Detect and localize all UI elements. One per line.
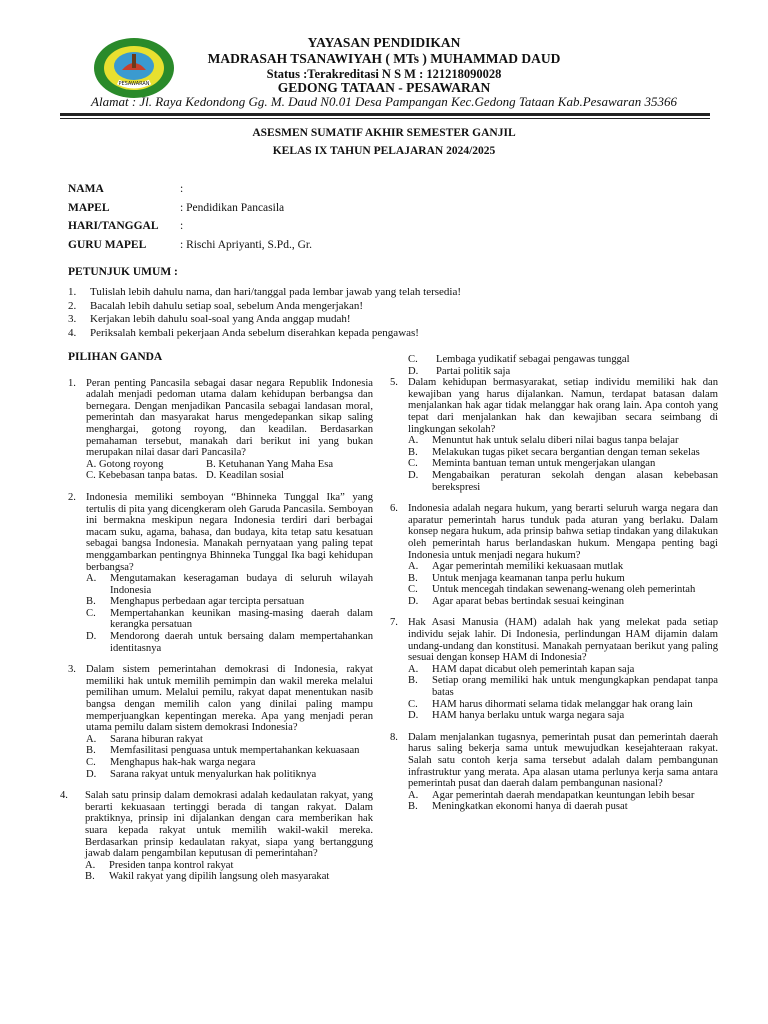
option: B. Meningkatkan ekonomi hanya di daerah pusat bbox=[408, 801, 628, 813]
question-5: 5. Dalam kehidupan bermasyarakat, setiap individu memiliki hak dan kewajiban yang harus dijalankan. Namun, terdapat batasan dalam menjalankan hak agar tidak melanggar hak orang lain. Apa contoh yang tepat dari menjalankan hak dan kewajiban secara seimbang di lingkungan sekolah? A. Menuntut hak untuk selalu diberi nilai bagus tanpa belajar B. Melakukan tugas piket secara bergantian dengan teman sekelas C. Meminta bantuan teman untuk mengerjakan ulangan D. Mengabaikan peraturan sekolah dengan alasan kebebasan berekspresi bbox=[390, 377, 718, 493]
logo-text: PESAWARAN bbox=[118, 81, 150, 87]
option: A. Agar pemerintah memiliki kekuasaan mutlak bbox=[408, 561, 624, 573]
option-a: A. Gotong royong bbox=[86, 458, 164, 470]
question-3: 3. Dalam sistem pemerintahan demokrasi di Indonesia, rakyat memiliki hak untuk memilih pemimpin dan wakil mereka melalui pemilihan umum. Melalui pemilu, rakyat dapat menentukan nasib bangsa dengan memilih calon yang dinilai paling mampu memperjuangkan kepentingan mereka. Apa yang menjadi peran utama pemilu dalam sistem demokrasi Indonesia? A. Sarana hiburan rakyat B. Memfasilitasi penguasa untuk mempertahankan kekuasaan C. Menghapus hak-hak warga negara D. Sarana rakyat untuk menyalurkan hak politiknya bbox=[68, 664, 373, 780]
option: A. Mengutamakan keseragaman budaya di seluruh wilayah Indonesia bbox=[86, 573, 373, 596]
exam-subtitle: KELAS IX TAHUN PELAJARAN 2024/2025 bbox=[272, 145, 496, 157]
option: B. Menghapus perbedaan agar tercipta persatuan bbox=[86, 596, 305, 608]
list-item: 2. Bacalah lebih dahulu setiap soal, sebelum Anda mengerjakan! bbox=[68, 299, 364, 312]
section-heading: PILIHAN GANDA bbox=[68, 351, 163, 363]
question-text: Dalam sistem pemerintahan demokrasi di Indonesia, rakyat memiliki hak untuk memilih pemimpin dan wakil mereka melalui pemilihan umum. Melalui pemilu, rakyat dapat menentukan nasib bangsa dengan memilih calon yang dinilai paling mampu memperjuangkan kepentingan mereka. Apa yang menjadi peran utama pemilu dalam sistem demokrasi Indonesia? bbox=[86, 664, 373, 734]
option: C. Mempertahankan keunikan masing-masing daerah dalam kerangka persatuan bbox=[86, 607, 373, 631]
question-7: 7. Hak Asasi Manusia (HAM) adalah hak yang melekat pada setiap individu sejak lahir. Di Indonesia, perlindungan HAM dijamin dalam undang-undang dan konstitusi. Manakah pernyataan berikut yang paling sesuai dengan konsep HAM di Indonesia? A. HAM dapat dicabut oleh pemerintah kapan saja B. Setiap orang memiliki hak untuk mengungkapkan pendapat tanpa batas C. HAM harus dihormati selama tidak melanggar hak orang lain D. HAM hanya berlaku untuk warga negara saja bbox=[390, 617, 718, 722]
option: C. Meminta bantuan teman untuk mengerjakan ulangan bbox=[408, 458, 656, 470]
option: D. Mengabaikan peraturan sekolah dengan alasan kebebasan berekspresi bbox=[408, 469, 718, 493]
question-6: 6. Indonesia adalah negara hukum, yang berarti seluruh warga negara dan aparatur pemerintah harus tunduk pada aturan yang berlaku. Dalam konsep negara hukum, ada prinsip bahwa setiap tindakan yang dilakukan oleh pemerintah harus berlandaskan hukum. Mengapa penting bagi Indonesia untuk menjadi negara hukum? A. Agar pemerintah memiliki kekuasaan mutlak B. Untuk menjaga keamanan tanpa perlu hukum C. Untuk mencegah tindakan sewenang-wenang oleh pemerintah D. Agar aparat bebas bertindak sesuai keinginan bbox=[390, 503, 718, 607]
foundation-name: YAYASAN PENDIDIKAN bbox=[307, 35, 461, 50]
option: A. Presiden tanpa kontrol rakyat bbox=[85, 859, 234, 871]
question-4: 4. Salah satu prinsip dalam demokrasi adalah kedaulatan rakyat, yang berarti kekuasaan tertinggi berada di tangan rakyat. Dalam praktiknya, prinsip ini dijalankan dengan cara memberikan hak suara kepada rakyat untuk memilih wakil-wakil mereka. Berdasarkan prinsip kedaulatan rakyat, siapa yang bertanggung jawab dalam pengambilan keputusan di pemerintahan? A. Presiden tanpa kontrol rakyat B. Wakil rakyat yang dipilih langsung oleh masyarakat bbox=[60, 790, 373, 883]
question-text: Dalam menjalankan tugasnya, pemerintah pusat dan pemerintah daerah harus saling bekerja sama untuk mewujudkan kesejahteraan rakyat. Salah satu contoh kerja sama tersebut adalah dalam pembangunan infrastruktur yang merata. Apa alasan utama perlunya kerja sama antara pemerintah pusat dan daerah dalam pembangunan nasional? bbox=[408, 731, 718, 790]
option: B. Memfasilitasi penguasa untuk mempertahankan kekuasaan bbox=[86, 745, 360, 757]
option: D. Partai politik saja bbox=[408, 365, 511, 377]
option-b: B. Ketuhanan Yang Maha Esa bbox=[206, 458, 334, 470]
option: B. Setiap orang memiliki hak untuk mengungkapkan pendapat tanpa batas bbox=[408, 675, 718, 699]
school-name: MADRASAH TSANAWIYAH ( MTs ) MUHAMMAD DAUD bbox=[207, 51, 561, 66]
instructions-heading: PETUNJUK UMUM : bbox=[68, 266, 178, 278]
identity-row-date: HARI/TANGGAL : bbox=[68, 220, 184, 232]
identity-block bbox=[68, 183, 312, 257]
option: A. Sarana hiburan rakyat bbox=[86, 733, 203, 745]
question-8: 8. Dalam menjalankan tugasnya, pemerintah pusat dan pemerintah daerah harus saling bekerja sama untuk mewujudkan kesejahteraan rakyat. Salah satu contoh kerja sama tersebut adalah dalam pembangunan infrastruktur yang merata. Apa alasan utama perlunya kerja sama antara pemerintah pusat dan daerah dalam pembangunan nasional? A. Agar pemerintah daerah mendapatkan keuntungan lebih besar B. Meningkatkan ekonomi hanya di daerah pusat bbox=[390, 731, 718, 813]
option-c: C. Kebebasan tanpa batas. bbox=[86, 470, 198, 482]
option: B. Melakukan tugas piket secara bergantian dengan teman sekelas bbox=[408, 446, 700, 458]
list-item: 1. Tulislah lebih dahulu nama, dan hari/tanggal pada lembar jawab yang telah tersedia! bbox=[68, 286, 462, 298]
right-column bbox=[390, 354, 718, 813]
school-address: Alamat : Jl. Raya Kedondong Gg. M. Daud N0.01 Desa Pampangan Kec.Gedong Tataan Kab.Pesawaran 35366 bbox=[91, 94, 677, 109]
option: C. Untuk mencegah tindakan sewenang-wenang oleh pemerintah bbox=[408, 584, 696, 596]
option: D. Mendorong daerah untuk bersaing dalam mempertahankan identitasnya bbox=[86, 631, 373, 654]
identity-row-teacher: GURU MAPEL : Rischi Apriyanti, S.Pd., Gr. bbox=[68, 238, 312, 251]
list-item: 4. Periksalah kembali pekerjaan Anda sebelum diserahkan kepada pengawas! bbox=[68, 326, 419, 339]
question-4-continued bbox=[390, 354, 718, 377]
header-divider-thin bbox=[60, 118, 710, 119]
question-text: Peran penting Pancasila sebagai dasar negara Republik Indonesia adalah menjadi pedoman utama dalam kehidupan berbangsa dan bernegara. Dengan menjadikan Pancasila sebagai landasan moral, pemerintah dan masyarakat harus mengedepankan sikap saling menghargai, gotong royong, dan keadilan. Berdasarkan pemahaman tersebut, manakah dari berikut ini yang bukan merupakan nilai dasar dari Pancasila? bbox=[86, 377, 373, 459]
exam-title: ASESMEN SUMATIF AKHIR SEMESTER GANJIL bbox=[252, 127, 516, 139]
question-2: 2. Indonesia memiliki semboyan “Bhinneka Tunggal Ika” yang tertulis di pita yang dicengkeram oleh Garuda Pancasila. Semboyan ini bermakna meskipun negara Indonesia terdiri dari berbagai macam suku, agama, bahasa, dan budaya, kita tetap satu kesatuan sebagai bangsa Indonesia. Manakah pernyataan yang paling tepat menggambarkan pentingnya Bhinneka Tunggal Ika bagi kehidupan berbangsa? A. Mengutamakan keseragaman budaya di seluruh wilayah Indonesia B. Menghapus perbedaan agar tercipta persatuan C. Mempertahankan keunikan masing-masing daerah dalam kerangka persatuan D. Mendorong daerah untuk bersaing dalam mempertahankan identitasnya bbox=[68, 491, 373, 654]
option-d: D. Keadilan sosial bbox=[206, 470, 284, 482]
instructions-list bbox=[68, 286, 461, 340]
question-text: Hak Asasi Manusia (HAM) adalah hak yang melekat pada setiap individu sejak lahir. Di Indonesia, perlindungan HAM dijamin dalam undang-undang dan konstitusi. Manakah pernyataan berikut yang paling sesuai dengan konsep HAM di Indonesia? bbox=[408, 617, 718, 664]
left-column bbox=[60, 351, 373, 883]
school-location: GEDONG TATAAN - PESAWARAN bbox=[277, 80, 491, 95]
option: B. Untuk menjaga keamanan tanpa perlu hukum bbox=[408, 572, 625, 584]
question-text: Indonesia memiliki semboyan “Bhinneka Tunggal Ika” yang tertulis di pita yang dicengkeram oleh Garuda Pancasila. Semboyan ini bermakna meskipun negara Indonesia terdiri dari berbagai macam suku, agama, bahasa, dan budaya, kita tetap satu kesatuan sebagai bangsa Indonesia. Manakah pernyataan yang paling tepat menggambarkan pentingnya Bhinneka Tunggal Ika bagi kehidupan berbangsa? bbox=[86, 491, 373, 573]
option: C. Lembaga yudikatif sebagai pengawas tunggal bbox=[408, 354, 630, 365]
question-text: Indonesia adalah negara hukum, yang berarti seluruh warga negara dan aparatur pemerintah harus tunduk pada aturan yang berlaku. Dalam konsep negara hukum, ada prinsip bahwa setiap tindakan yang dilakukan oleh pemerintah harus berlandaskan hukum. Mengapa penting bagi Indonesia untuk menjadi negara hukum? bbox=[408, 503, 718, 561]
identity-row-subject: MAPEL : Pendidikan Pancasila bbox=[68, 201, 285, 214]
identity-row-name: NAMA : bbox=[68, 183, 184, 195]
option: C. Menghapus hak-hak warga negara bbox=[86, 757, 256, 768]
question-1: 1. Peran penting Pancasila sebagai dasar negara Republik Indonesia adalah menjadi pedoman utama dalam kehidupan berbangsa dan bernegara. Dengan menjadikan Pancasila sebagai landasan moral, pemerintah dan masyarakat harus mengedepankan sikap saling menghargai, gotong royong, dan keadilan. Berdasarkan pemahaman tersebut, manakah dari berikut ini yang bukan merupakan nilai dasar dari Pancasila? A. Gotong royong B. Ketuhanan Yang Maha Esa C. Kebebasan tanpa batas. D. Keadilan sosial bbox=[68, 377, 373, 482]
option: C. HAM harus dihormati selama tidak melanggar hak orang lain bbox=[408, 698, 693, 710]
header-divider bbox=[60, 113, 710, 116]
option: A. HAM dapat dicabut oleh pemerintah kapan saja bbox=[408, 663, 635, 675]
option: A. Agar pemerintah daerah mendapatkan keuntungan lebih besar bbox=[408, 789, 695, 801]
school-status: Status :Terakreditasi N S M : 121218090028 bbox=[266, 67, 502, 81]
question-text: Salah satu prinsip dalam demokrasi adalah kedaulatan rakyat, yang berarti kekuasaan tertinggi berada di tangan rakyat. Dalam praktiknya, prinsip ini dijalankan dengan cara memberikan hak suara kepada rakyat untuk memilih wakil-wakil mereka. Berdasarkan prinsip kedaulatan rakyat, siapa yang bertanggung jawab dalam pengambilan keputusan di pemerintahan? bbox=[85, 790, 373, 860]
option: D. Agar aparat bebas bertindak sesuai keinginan bbox=[408, 595, 625, 607]
list-item: 3. Kerjakan lebih dahulu soal-soal yang Anda anggap mudah! bbox=[68, 313, 351, 326]
option: B. Wakil rakyat yang dipilih langsung oleh masyarakat bbox=[85, 871, 330, 883]
option: A. Menuntut hak untuk selalu diberi nilai bagus tanpa belajar bbox=[408, 435, 679, 447]
option: D. Sarana rakyat untuk menyalurkan hak politiknya bbox=[86, 768, 317, 780]
option: D. HAM hanya berlaku untuk warga negara saja bbox=[408, 710, 625, 722]
question-text: Dalam kehidupan bermasyarakat, setiap individu memiliki hak dan kewajiban yang harus dijalankan. Namun, terdapat batasan dalam menjalankan hak agar tidak melanggar hak orang lain. Apa contoh yang tepat dari menjalankan hak dan kewajiban secara seimbang di lingkungan sekolah? bbox=[408, 377, 718, 435]
